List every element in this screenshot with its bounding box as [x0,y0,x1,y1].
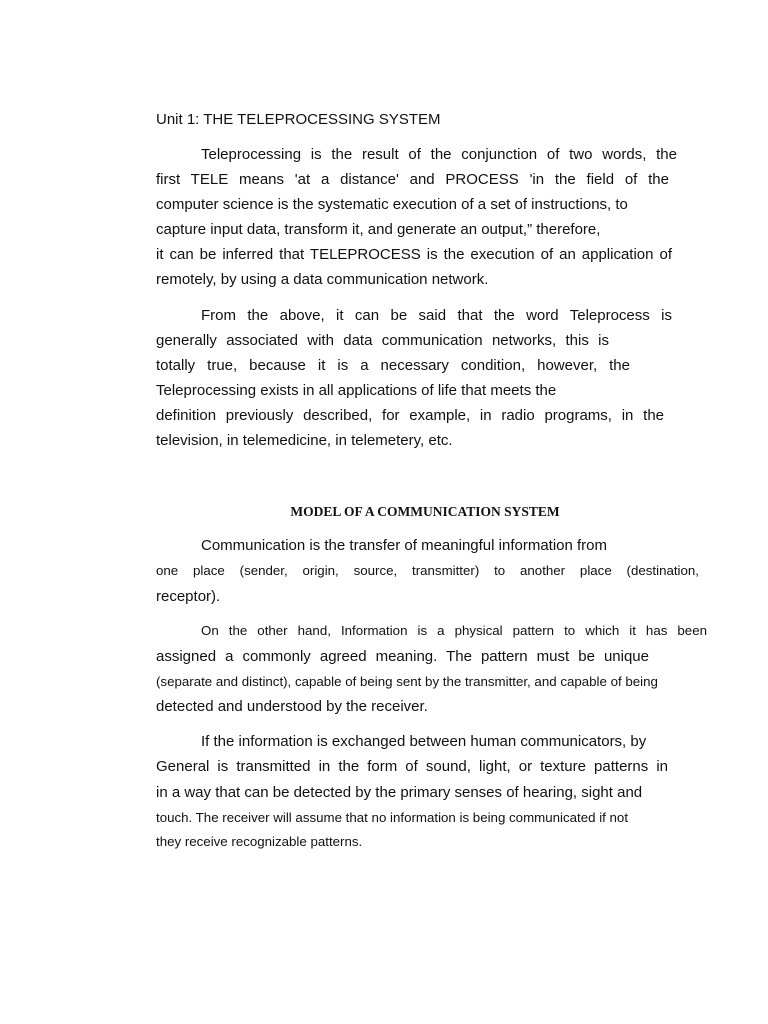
paragraph-3-line-2: one place (sender, origin, source, transmitter) to another place (destination, [156,563,699,578]
paragraph-2-line-5: definition previously described, for example, in radio programs, in the [156,407,664,424]
paragraph-1-line-5: it can be inferred that TELEPROCESS is the execution of an application of [156,246,672,263]
paragraph-1-line-2: first TELE means 'at a distance' and PROCESS 'in the field of the [156,171,669,188]
paragraph-2-line-6: television, in telemedicine, in telemetery, etc. [156,432,453,449]
paragraph-5-line-1: If the information is exchanged between human communicators, by [201,733,647,750]
paragraph-5-line-2: General is transmitted in the form of sound, light, or texture patterns in [156,758,668,775]
paragraph-1-line-3: computer science is the systematic execution of a set of instructions, to [156,196,628,213]
paragraph-5-line-3: in a way that can be detected by the primary senses of hearing, sight and [156,784,643,801]
paragraph-1-line-1: Teleprocessing is the result of the conjunction of two words, the [201,146,677,163]
paragraph-2-line-1: From the above, it can be said that the word Teleprocess is [201,307,672,324]
section-heading: MODEL OF A COMMUNICATION SYSTEM [290,504,560,519]
paragraph-4-line-2: assigned a commonly agreed meaning. The pattern must be unique [156,648,649,665]
paragraph-2-line-2: generally associated with data communication networks, this is [156,332,609,349]
paragraph-4-line-4: detected and understood by the receiver. [156,698,428,715]
paragraph-4-line-3: (separate and distinct), capable of being sent by the transmitter, and capable of being [156,674,658,689]
paragraph-4-line-1: On the other hand, Information is a physical pattern to which it has been [201,623,707,638]
paragraph-2-line-3: totally true, because it is a necessary condition, however, the [156,357,630,374]
paragraph-2-line-4: Teleprocessing exists in all applications of life that meets the [156,382,557,399]
paragraph-1-line-6: remotely, by using a data communication network. [156,271,489,288]
paragraph-1-line-4: capture input data, transform it, and generate an output,” therefore, [156,221,601,238]
paragraph-3-line-3: receptor). [156,588,221,605]
paragraph-3-line-1: Communication is the transfer of meaningful information from [201,537,608,554]
document-title: Unit 1: THE TELEPROCESSING SYSTEM [156,111,441,128]
paragraph-5-line-5: they receive recognizable patterns. [156,834,363,849]
paragraph-5-line-4: touch. The receiver will assume that no information is being communicated if not [156,810,629,825]
